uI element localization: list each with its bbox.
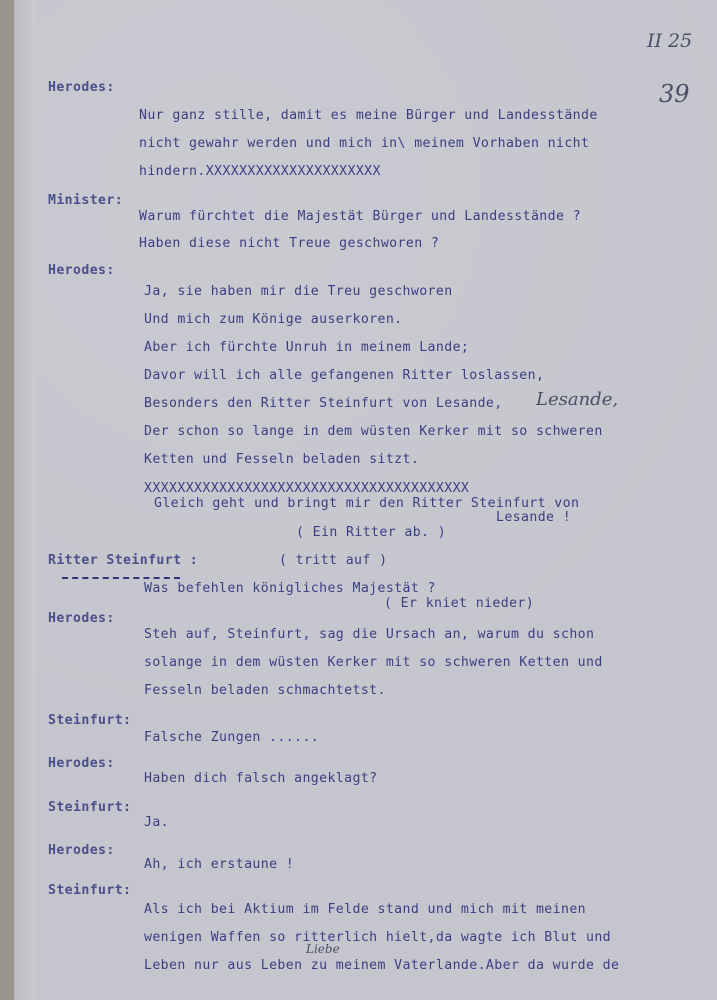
dialogue-line: nicht gewahr werden und mich in\ meinem Vorhaben nicht [139, 136, 590, 151]
verse-line: Besonders den Ritter Steinfurt von Lesande, [144, 396, 503, 411]
dialogue-line: Warum fürchtet die Majestät Bürger und Landesstände ? [139, 209, 581, 224]
dialogue-line: Falsche Zungen ...... [144, 730, 320, 745]
dialogue-line: Steh auf, Steinfurt, sag die Ursach an, warum du schon [144, 627, 595, 642]
speaker-herodes: Herodes: [48, 843, 115, 858]
struck-line: XXXXXXXXXXXXXXXXXXXXXXXXXXXXXXXXXXXXXXX [144, 481, 470, 496]
dialogue-line: Haben diese nicht Treue geschworen ? [139, 236, 440, 251]
speaker-underline [62, 577, 180, 579]
verse-line: Aber ich fürchte Unruh in meinem Lande; [144, 340, 470, 355]
dialogue-line: Ja. [144, 815, 170, 830]
verse-line: Gleich geht und bringt mir den Ritter Steinfurt von [154, 496, 580, 511]
dialogue-line: Was befehlen königliches Majestät ? [144, 581, 436, 596]
speaker-steinfurt: Steinfurt: [48, 883, 132, 898]
typescript-page [14, 0, 717, 1000]
dialogue-line: wenigen Waffen so ritterlich hielt,da wagte ich Blut und [144, 930, 612, 945]
speaker-herodes: Herodes: [48, 80, 115, 95]
speaker-herodes: Herodes: [48, 611, 115, 626]
verse-line: Der schon so lange in dem wüsten Kerker mit so schweren [144, 424, 603, 439]
speaker-steinfurt: Steinfurt: [48, 800, 132, 815]
dialogue-line: solange in dem wüsten Kerker mit so schweren Ketten und [144, 655, 603, 670]
verse-line: Ja, sie haben mir die Treu geschworen [144, 284, 453, 299]
verse-line: Ketten und Fesseln beladen sitzt. [144, 452, 420, 467]
speaker-steinfurt: Steinfurt: [48, 713, 132, 728]
stage-direction: ( tritt auf ) [279, 553, 388, 568]
speaker-minister: Minister: [48, 193, 124, 208]
speaker-ritter-steinfurt: Ritter Steinfurt : [48, 553, 199, 568]
verse-line: Lesande ! [496, 510, 572, 525]
dialogue-line: Leben nur aus Leben zu meinem Vaterlande.Aber da wurde de [144, 958, 620, 973]
speaker-herodes: Herodes: [48, 756, 115, 771]
dialogue-line: Als ich bei Aktium im Felde stand und mich mit meinen [144, 902, 586, 917]
dialogue-line: Nur ganz stille, damit es meine Bürger und Landesstände [139, 108, 598, 123]
verse-line: Davor will ich alle gefangenen Ritter loslassen, [144, 368, 545, 383]
archive-mark: II 25 [647, 30, 693, 52]
page-number: 39 [659, 80, 690, 108]
dialogue-line: Haben dich falsch angeklagt? [144, 771, 378, 786]
stage-direction: ( Ein Ritter ab. ) [296, 525, 447, 540]
dialogue-line: Ah, ich erstaune ! [144, 857, 295, 872]
dialogue-line-struck: hindern.XXXXXXXXXXXXXXXXXXXXX [139, 164, 381, 179]
handwritten-correction: Lesande, [536, 389, 619, 410]
stage-direction: ( Er kniet nieder) [384, 596, 535, 611]
handwritten-correction: Liebe [306, 942, 340, 956]
dialogue-line: Fesseln beladen schmachtetst. [144, 683, 386, 698]
verse-line: Und mich zum Könige auserkoren. [144, 312, 403, 327]
speaker-herodes: Herodes: [48, 263, 115, 278]
page-edge [14, 0, 36, 1000]
